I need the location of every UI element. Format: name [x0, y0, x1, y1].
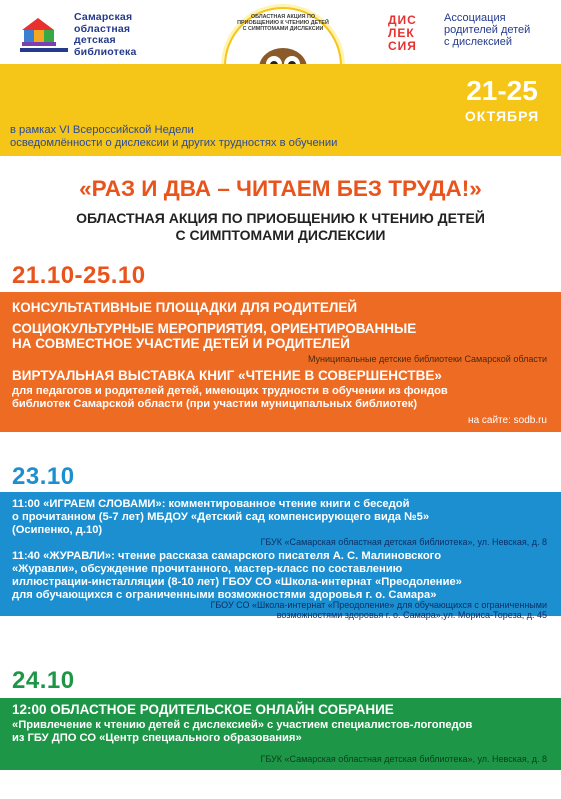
event-dates: 21-25 [466, 75, 538, 106]
event-title: НА СОВМЕСТНОЕ УЧАСТИЕ ДЕТЕЙ И РОДИТЕЛЕЙ [12, 336, 350, 351]
emblem-caption: ОБЛАСТНАЯ АКЦИЯ ПО ПРИОБЩЕНИЮ К ЧТЕНИЮ ДЕТЕЙ С СИМПТОМАМИ ДИСЛЕКСИИ [237, 14, 329, 33]
venue: возможностями здоровья г. о. Самара»,ул. Мориса-Тореза, д. 45 [276, 610, 547, 620]
event-title: СОЦИОКУЛЬТУРНЫЕ МЕРОПРИЯТИЯ, ОРИЕНТИРОВАННЫЕ [12, 321, 417, 336]
event-month: ОКТЯБРЯ [464, 108, 540, 124]
event-line: для обучающихся с ограниченными возможностями здоровья г. о. Самара» [12, 589, 437, 601]
event-title: 12:00 ОБЛАСТНОЕ РОДИТЕЛЬСКОЕ ОНЛАЙН СОБРАНИЕ [12, 702, 394, 717]
association-name: Ассоциация родителей детей с дислексией [444, 12, 531, 48]
event-line: 11:40 «ЖУРАВЛИ»: чтение рассказа самарского писателя А. С. Малиновского [12, 550, 442, 562]
association-logo-text: ДИС ЛЕК СИЯ [388, 13, 417, 53]
section-date-3: 24.10 [12, 667, 75, 694]
section-band-orange [0, 292, 561, 432]
venue: ГБУК «Самарская областная детская библиотека», ул. Невская, д. 8 [260, 754, 547, 764]
page-title: «РАЗ И ДВА – ЧИТАЕМ БЕЗ ТРУДА!» [79, 176, 482, 201]
event-title: ВИРТУАЛЬНАЯ ВЫСТАВКА КНИГ «ЧТЕНИЕ В СОВЕРШЕНСТВЕ» [12, 368, 442, 383]
week-text: в рамках VI Всероссийской Недели осведомлённости о дислексии и других трудностях в обучении [10, 124, 338, 149]
library-name: Самарская областная детская библиотека [74, 11, 137, 58]
venue: Муниципальные детские библиотеки Самарской области [307, 354, 547, 364]
section-date-2: 23.10 [12, 463, 75, 490]
venue: ГБОУ СО «Школа-интернат «Преодоление» для обучающихся с ограниченными [210, 600, 547, 610]
event-line: «Журавли», обсуждение прочитанного, мастер-класс по составлению [12, 563, 403, 575]
association-logo [386, 12, 438, 56]
library-logo [18, 14, 70, 54]
venue: ГБУК «Самарская областная детская библиотека», ул. Невская, д. 8 [260, 537, 547, 547]
section-date-1: 21.10-25.10 [12, 262, 146, 289]
event-line: 11:00 «ИГРАЕМ СЛОВАМИ»: комментированное чтение книги с беседой [12, 498, 410, 510]
section-band-blue [0, 492, 561, 620]
event-line: «Привлечение к чтению детей с дислексией» с участием специалистов-логопедов [12, 719, 473, 731]
event-line: из ГБУ ДПО СО «Центр специального образования» [12, 732, 302, 744]
website-link[interactable]: на сайте: sodb.ru [468, 415, 547, 426]
event-line: иллюстрации-инсталляции (8-10 лет) ГБОУ СО «Школа-интернат «Преодоление» [12, 576, 462, 588]
event-description: библиотек Самарской области (при участии муниципальных библиотек) [12, 398, 418, 410]
event-line: (Осипенко, д.10) [12, 524, 103, 536]
section-band-green [0, 698, 561, 770]
page-subtitle: ОБЛАСТНАЯ АКЦИЯ ПО ПРИОБЩЕНИЮ К ЧТЕНИЮ ДЕТЕЙ С СИМПТОМАМИ ДИСЛЕКСИИ [76, 210, 485, 243]
event-description: для педагогов и родителей детей, имеющих трудности в обучении из фондов [12, 385, 448, 397]
event-line: о прочитанном (5-7 лет) МБДОУ «Детский сад компенсирующего вида №5» [12, 511, 430, 523]
event-title: КОНСУЛЬТАТИВНЫЕ ПЛОЩАДКИ ДЛЯ РОДИТЕЛЕЙ [12, 300, 358, 315]
